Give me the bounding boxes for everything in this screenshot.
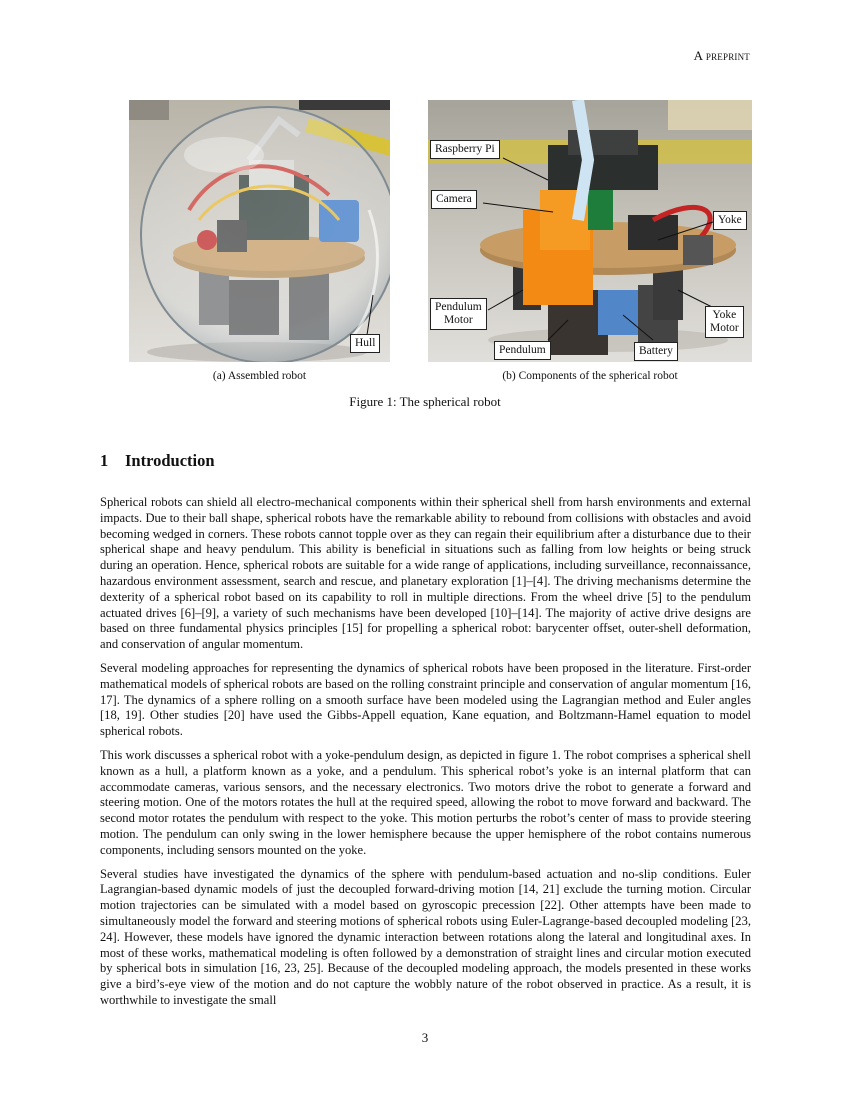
assembled-robot-illustration (129, 100, 390, 362)
running-head: A preprint (693, 48, 750, 63)
callout-yoke-motor-line1: Yoke (712, 309, 737, 321)
paragraph: Several studies have investigated the dynamics of the sphere with pendulum-based actuation and no-slip conditions. Euler Lagrangian-based dynamic models of just the decoupled forward-driving motion [14, 21] exclude the turning motion. Circular motion trajectories can be simulated with a model based on gyroscopic precession [22]. Other attempts have been made to simultaneously model the forward and steering motions of spherical robots using Euler-Lagrange-based decoupled modeling [23, 24]. However, these models have ignored the dynamic interaction between rotations along the lateral and longitudinal axes. In most of these works, mathematical modeling is often followed by a demonstration of straight lines and circular motion executed by spherical bots in simulation [16, 23, 25]. Because of the decoupled modeling approach, the models presented in these works give a bird’s-eye view of the motion and do not capture the wobbly nature of the robot observed in practice. As a result, it is worthwhile to investigate the small (100, 866, 751, 1007)
section-heading (100, 451, 215, 471)
paragraph: Several modeling approaches for representing the dynamics of spherical robots have been proposed in the literature. First-order mathematical models of spherical robots are based on the rolling constraint principle and conservation of angular momentum [16, 17]. The dynamics of a sphere rolling on a smooth surface have been modeled using the Lagrangian method and Euler angles [18, 19]. Other studies [20] have used the Gibbs-Appell equation, Kane equation, and Boltzmann-Hamel equation to model spherical robots. (100, 660, 751, 739)
page-number: 3 (421, 1030, 429, 1045)
components-photo (428, 100, 752, 362)
assembled-robot-photo (129, 100, 390, 362)
section-number: 1 (100, 451, 109, 470)
body-text (100, 495, 751, 1017)
callout-yoke-motor (705, 306, 744, 338)
section-title: Introduction (125, 451, 215, 470)
callout-pendulum-motor (430, 298, 487, 330)
callout-camera: Camera (431, 190, 477, 209)
callout-pendulum-motor-line2: Motor (443, 314, 473, 326)
paragraph: Spherical robots can shield all electro-mechanical components within their spherical shell from harsh environments and external impacts. Due to their ball shape, spherical robots have the remarkable ability to rebound from collisions with obstacles and avoid becoming wedged in corners. These robots cannot topple over as they can regain their equilibrium after a disturbance due to their spherical shape and heavy pendulum. This ability is beneficial in situations such as falling from low heights or being struck during an operation. Hence, spherical robots are suitable for a wide range of applications, including surveillance, reconnaissance, hazardous environment assessment, search and rescue, and planetary exploration [1]–[4]. The driving mechanisms determine the dexterity of a spherical robot based on its capability to roll in multiple directions. From the wheel drive [5] to the pendulum actuated drives [6]–[9], a variety of such mechanisms have been developed [10]–[14]. The majority of active drive designs are based on three fundamental physics principles [15] for propelling a spherical robot: barycenter offset, outer-shell deformation, and conservation of angular momentum. (100, 495, 751, 652)
subcaption-b: (b) Components of the spherical robot (502, 370, 678, 382)
callout-hull: Hull (350, 334, 380, 353)
callout-yoke: Yoke (713, 211, 747, 230)
subcaption-a: (a) Assembled robot (212, 370, 307, 382)
callout-raspberry-pi: Raspberry Pi (430, 140, 500, 159)
figure-1 (129, 100, 752, 364)
figure-caption: Figure 1: The spherical robot (349, 394, 501, 409)
callout-yoke-motor-line2: Motor (710, 322, 739, 334)
callout-pendulum-motor-line1: Pendulum (435, 301, 482, 313)
callout-battery: Battery (634, 342, 678, 361)
paragraph: This work discusses a spherical robot with a yoke-pendulum design, as depicted in figure 1. The robot comprises a spherical shell known as a hull, a platform known as a yoke, and a pendulum. This spherical robot’s yoke is an internal platform that can accommodate cameras, various sensors, and the necessary electronics. Two motors drive the robot to generate a forward and steering motion. One of the motors rotates the hull at the required speed, allowing the robot to move forward and backward. The second motor rotates the pendulum with respect to the yoke. This motion perturbs the robot’s center of mass to provide steering motion. The pendulum can only swing in the lower hemisphere because the upper hemisphere of the robot contains numerous components, including sensors mounted on the yoke. (100, 747, 751, 857)
callout-pendulum: Pendulum (494, 341, 551, 360)
